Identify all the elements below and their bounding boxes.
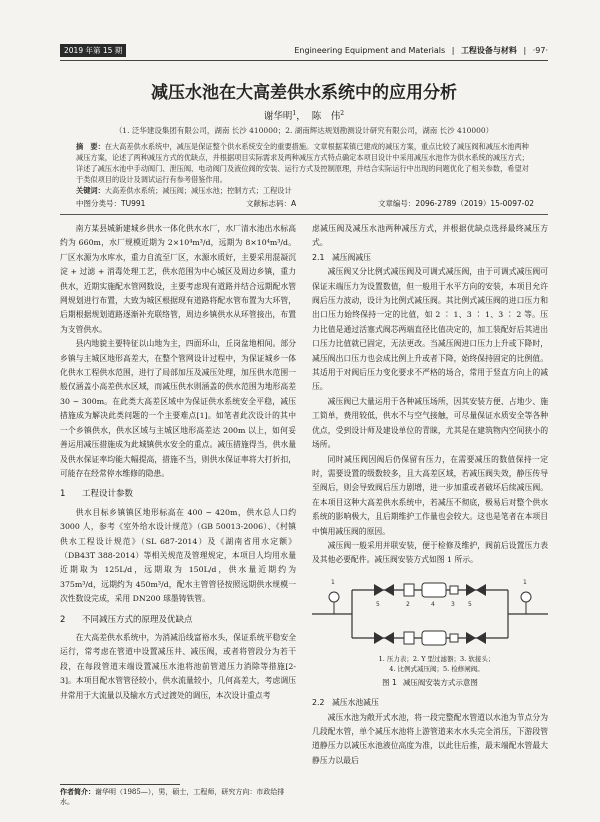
- keywords: [76, 185, 534, 196]
- abstract-text: 在大高差供水系统中，减压是保证整个供水系统安全的重要措施。文章根据某镇已建成的减压方案，重点比较了减压阀和减压水池两种减压方案，论述了两种减压方式的优缺点，并根据项目实际需求及两种减压方式特点确定本项目设计中采用减压水池作为供水系统的减压方式；详述了减压水池中手动阀门、泄压阀、电动阀门及液位阀的安装、运行方式及控制原理，并结合实际运行中出现的问题优化了相关参数，希望对于类似项目的设计及调试运行有参考借鉴作用。: [76, 142, 529, 184]
- figure-title: 减压阀安装方式示意图: [402, 677, 478, 687]
- svg-text:1: 1: [523, 578, 527, 586]
- pressure-reducing-valve-icon: [422, 583, 446, 597]
- header-separator: |: [523, 46, 527, 55]
- affiliations: （1. 泛华建设集团有限公司，湖南 长沙 410000；2. 湖南辉达规划勘测设计研究有限公司，湖南 长沙 410000）: [114, 126, 494, 135]
- body-paragraph: 虑减压阀及减压水池两种减压方式，并根据优缺点选择最终减压方式。: [312, 224, 548, 248]
- body-paragraph: 减压阀一般采用并联安装，便于检修及维护，阀前后设置压力表及其他必要配件。减压阀安装方式如图 1 所示。: [312, 540, 548, 565]
- authors: 谢华明$^1$， 陈 伟$^2$: [263, 109, 345, 122]
- svg-text:4: 4: [431, 600, 435, 608]
- body-paragraph: 减压阀已大量运用于各种减压场所，因其安装方便、占地少、施工简单，费用较低，供水不与空气接触，可尽量保证水质安全等各种优点，受到设计师及建设单位的青睐，尤其是在建筑物内空间狭小的场所。: [312, 396, 548, 450]
- paper-title: 减压水池在大高差供水系统中的应用分析: [151, 83, 457, 103]
- author-name: 陈 伟: [311, 111, 341, 122]
- body-paragraph: 减压水池为敞开式水池，将一段完整配水管道以水池为节点分为几段配水管，单个减压水池将上游管道来水水头完全消压，下游段管道静压力以减压水池液位高度为准，以此往后推，最末端配水管最大静压力以最后: [312, 712, 548, 765]
- section-title: 不同减压方式的原理及优缺点: [82, 614, 193, 625]
- section-number: 2: [60, 614, 66, 625]
- header-separator: |: [451, 46, 455, 55]
- svg-text:1: 1: [331, 578, 335, 586]
- y-strainer-icon: [404, 632, 414, 644]
- section-title: 工程设计参数: [82, 489, 134, 500]
- running-header: [60, 44, 548, 58]
- svg-text:3: 3: [451, 600, 455, 608]
- gate-valve-icon: [466, 632, 486, 644]
- y-strainer-icon: [404, 584, 414, 596]
- issue-tag: 2019 年第 15 期: [60, 44, 126, 57]
- flexible-joint-icon: [450, 586, 458, 594]
- svg-text:5: 5: [468, 600, 472, 608]
- author-affil-mark: 2: [340, 109, 345, 117]
- gate-valve-icon: [466, 584, 486, 596]
- keywords-label: 关键词：: [76, 186, 105, 195]
- journal-name-cn: 工程设备与材料: [460, 46, 517, 55]
- article-id: 文章编号：2096-2789（2019）15-0097-02: [377, 199, 534, 208]
- author-affil-mark: 1: [292, 109, 297, 117]
- page-number: ·97·: [532, 46, 548, 55]
- subsection-heading: [312, 251, 548, 265]
- header-rule: [60, 60, 548, 61]
- svg-text:2: 2: [406, 600, 410, 608]
- clc-number: 中图分类号：TU991: [76, 199, 146, 208]
- body-paragraph: 减压阀又分比例式减压阀及可调式减压阀，由于可调式减压阀可保证末端压力为设置数值，但一般用于水平方向的安装，本项目允许阀后压力波动，设计为比例式减压阀。其比例式减压阀的进口压力和出口压力始终保持一定的比值，如 2 ∶ 1、3 ∶ 1、3 ∶ 2 等。压力比值是通过活塞式阀芯两端直径比值决定的，加工装配好后其进出口压力比值就已固定，无法更改。当减压阀进口压力上升或下降时，减压阀出口压力也会成比例上升或者下降，始终保持固定的比例值。其适用于对阀后压力变化要求不严格的场合，常用于竖直方向上的减压。: [312, 267, 548, 392]
- keywords-text: 大高差供水系统；减压阀；减压水池；控制方式；工程设计: [104, 186, 292, 195]
- section-number: 1: [60, 489, 66, 500]
- svg-text:5: 5: [376, 600, 380, 608]
- flexible-joint-icon: [450, 634, 458, 642]
- figure-legend: 1. 压力表；2. Y 型过滤器；3. 软接头；: [378, 654, 495, 663]
- abstract: [76, 141, 534, 185]
- author-footnote: [60, 787, 296, 807]
- figure-valve-diagram: [312, 572, 548, 654]
- journal-name: [294, 44, 548, 58]
- author-name: 谢华明: [263, 111, 293, 122]
- body-paragraph: 南方某县城新建城乡供水一体化供水水厂，水厂清水池出水标高约为 660m，水厂规模近期为 2×10⁴m³/d，远期为 8×10⁴m³/d。厂区水源为水库水，重力自流至厂区，水源水质好，主要采用混凝沉淀 + 过滤 + 消毒处理工艺，供水范围为中心城区及周边乡镇，重力供水，近期实施配水管网数设，主要考虑现有道路并结合远期配水管网规划进行布置，大致为城区根据现有道路将配水管布置为大环管，后期根据规划道路逐渐补充联络管，周边乡镇供水从环管接出，布置为支管供水。: [60, 224, 296, 334]
- journal-name-en: Engineering Equipment and Materials: [294, 46, 446, 55]
- pressure-gauge-icon: [521, 592, 531, 602]
- subsection-title: 减压阀减压: [332, 252, 371, 262]
- subsection-number: 2.1: [312, 252, 325, 262]
- figure-caption: [312, 676, 548, 690]
- subsection-title: 减压水池减压: [332, 698, 379, 708]
- pressure-reducing-valve-icon: [422, 631, 446, 645]
- valve-installation-diagram: [312, 572, 548, 654]
- footnote-label: 作者简介：: [60, 788, 95, 796]
- pressure-gauge-icon: [329, 592, 339, 602]
- left-column: [60, 222, 296, 703]
- gate-valve-icon: [374, 584, 394, 596]
- gate-valve-icon: [374, 632, 394, 644]
- footnote-rule: [60, 784, 180, 785]
- section-heading: [60, 487, 296, 501]
- subsection-number: 2.2: [312, 698, 325, 708]
- figure-number: 图 1: [382, 677, 397, 687]
- right-column: [312, 222, 548, 768]
- body-paragraph: 县内地貌主要特征以山地为主，四面环山，丘岗盆地相间。部分乡镇与主城区地形高差大，在整个管网设计过程中，为保证城乡一体化供水工程供水范围，进行了局部加压及减压处理，加压供水范围一般仅涵盖小高差供水区域，而减压供水则涵盖的供水范围为地形高差 30 ~ 300m。在此类大高差区域中为保证供水系统安全平稳，减压措施成为解决此类问题的一个主要难点[1]。如笔者此次设计的其中一个乡镇供水，供水区域与主城区地形高差达 200m 以上，如何妥善运用减压措施成为此城镇供水安全的重点。减压措施得当，供水量及供水保证率均能大幅提高，措施不当，则供水保证率将大打折扣，可能存在经常停水维修的隐患。: [60, 339, 296, 478]
- body-paragraph: 同时减压阀因阀后仍保留有压力，在需要减压的数值保持一定时，需要设置的级数较多，且大高差区域，若减压阀失效，静压传导至阀后，则会导致阀后压力剧增，进一步加重或者破坏后续减压阀。在本项目这种大高差供水系统中，若减压不彻底，极易后对整个供水系统的影响极大，且后期维护工作量也会较大。这也是笔者在本项目中慎用减压阀的原因。: [312, 454, 548, 536]
- footnote-text: 谢华明（1985—），男，硕士，工程师，研究方向：市政给排水。: [60, 788, 285, 806]
- abstract-label: 摘 要：: [76, 142, 105, 151]
- subsection-heading: [312, 696, 548, 710]
- figure-legend: 4. 比例式减压阀；5. 检修闸阀。: [389, 664, 484, 673]
- body-paragraph: 在大高差供水系统中，为消减沿线富裕水头，保证系统平稳安全运行，常考虑在管道中设置减压井、减压阀，或者将管段分为若干段，在每段管道末端设置减压水池将池前管道压力消除等措施[2-3]。本项目配水管管径较小，供水流量较小，几何高差大，考虑调压井常用于大流量以及输水方式过渡处的调压，本次设计重点考: [60, 632, 296, 700]
- metadata-rule: [60, 214, 548, 215]
- body-paragraph: 供水目标乡镇镇区地形标高在 400 ~ 420m，供水总人口约 3000 人，参考《室外给水设计规范》（GB 50013-2006）、《村镇供水工程设计规范》（SL 687-2014）及《湖南省用水定额》（DB43T 388-2014）等相关规范及管理规定，本项目人均用水量近期取为 125L/d，远期取为 150L/d，供水量近期约为 375m³/d，远期约为 450m³/d，配水主管管径按照远期供水规模一次性数设完成，采用 DN200 球墨铸铁管。: [60, 507, 296, 604]
- section-heading: [60, 613, 296, 627]
- document-code: 文献标志码：A: [246, 199, 297, 208]
